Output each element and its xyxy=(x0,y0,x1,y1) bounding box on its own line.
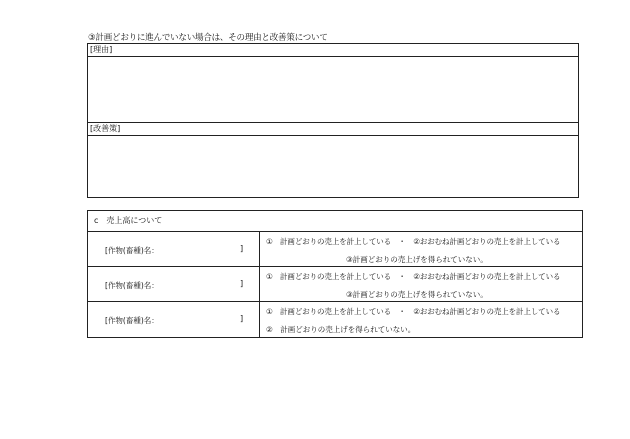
crop-name-cell[interactable] xyxy=(88,267,260,301)
crop-name-cell[interactable] xyxy=(88,232,260,266)
crop-name-label: [作物(畜種)名： xyxy=(105,316,159,325)
crop-name-close-bracket: ] xyxy=(240,314,244,323)
option-line-2: ② 計画どおりの売上げを得られていない。 xyxy=(266,325,416,334)
option-line-1: ① 計画どおりの売上を計上している ・ ②おおむね計画どおりの売上を計上している xyxy=(266,237,561,246)
sales-status-options[interactable] xyxy=(260,267,582,301)
sales-status-options[interactable] xyxy=(260,302,582,338)
crop-name-close-bracket: ] xyxy=(240,244,244,253)
option-line-1: ① 計画どおりの売上を計上している ・ ②おおむね計画どおりの売上を計上している xyxy=(266,272,561,281)
crop-name-close-bracket: ] xyxy=(240,279,244,288)
reason-label: [理由] xyxy=(88,44,578,57)
table-row xyxy=(88,302,582,338)
reason-box xyxy=(87,43,579,122)
table-row xyxy=(88,232,582,267)
improvement-label: [改善策] xyxy=(88,123,578,136)
crop-name-label: [作物(畜種)名： xyxy=(105,281,159,290)
crop-name-label: [作物(畜種)名： xyxy=(105,246,159,255)
table-row xyxy=(88,267,582,302)
crop-name-cell[interactable] xyxy=(88,302,260,338)
improvement-box xyxy=(87,122,579,198)
sales-status-options[interactable] xyxy=(260,232,582,266)
sales-title: c 売上高について xyxy=(88,211,582,232)
option-line-1: ① 計画どおりの売上を計上している ・ ②おおむね計画どおりの売上を計上している xyxy=(266,307,561,316)
option-line-2: ③計画どおりの売上げを得られていない。 xyxy=(346,255,488,264)
option-line-2: ③計画どおりの売上げを得られていない。 xyxy=(346,290,488,299)
sales-table xyxy=(87,210,583,338)
section-3-heading: ③計画どおりに進んでいない場合は、その理由と改善策について xyxy=(88,33,328,43)
